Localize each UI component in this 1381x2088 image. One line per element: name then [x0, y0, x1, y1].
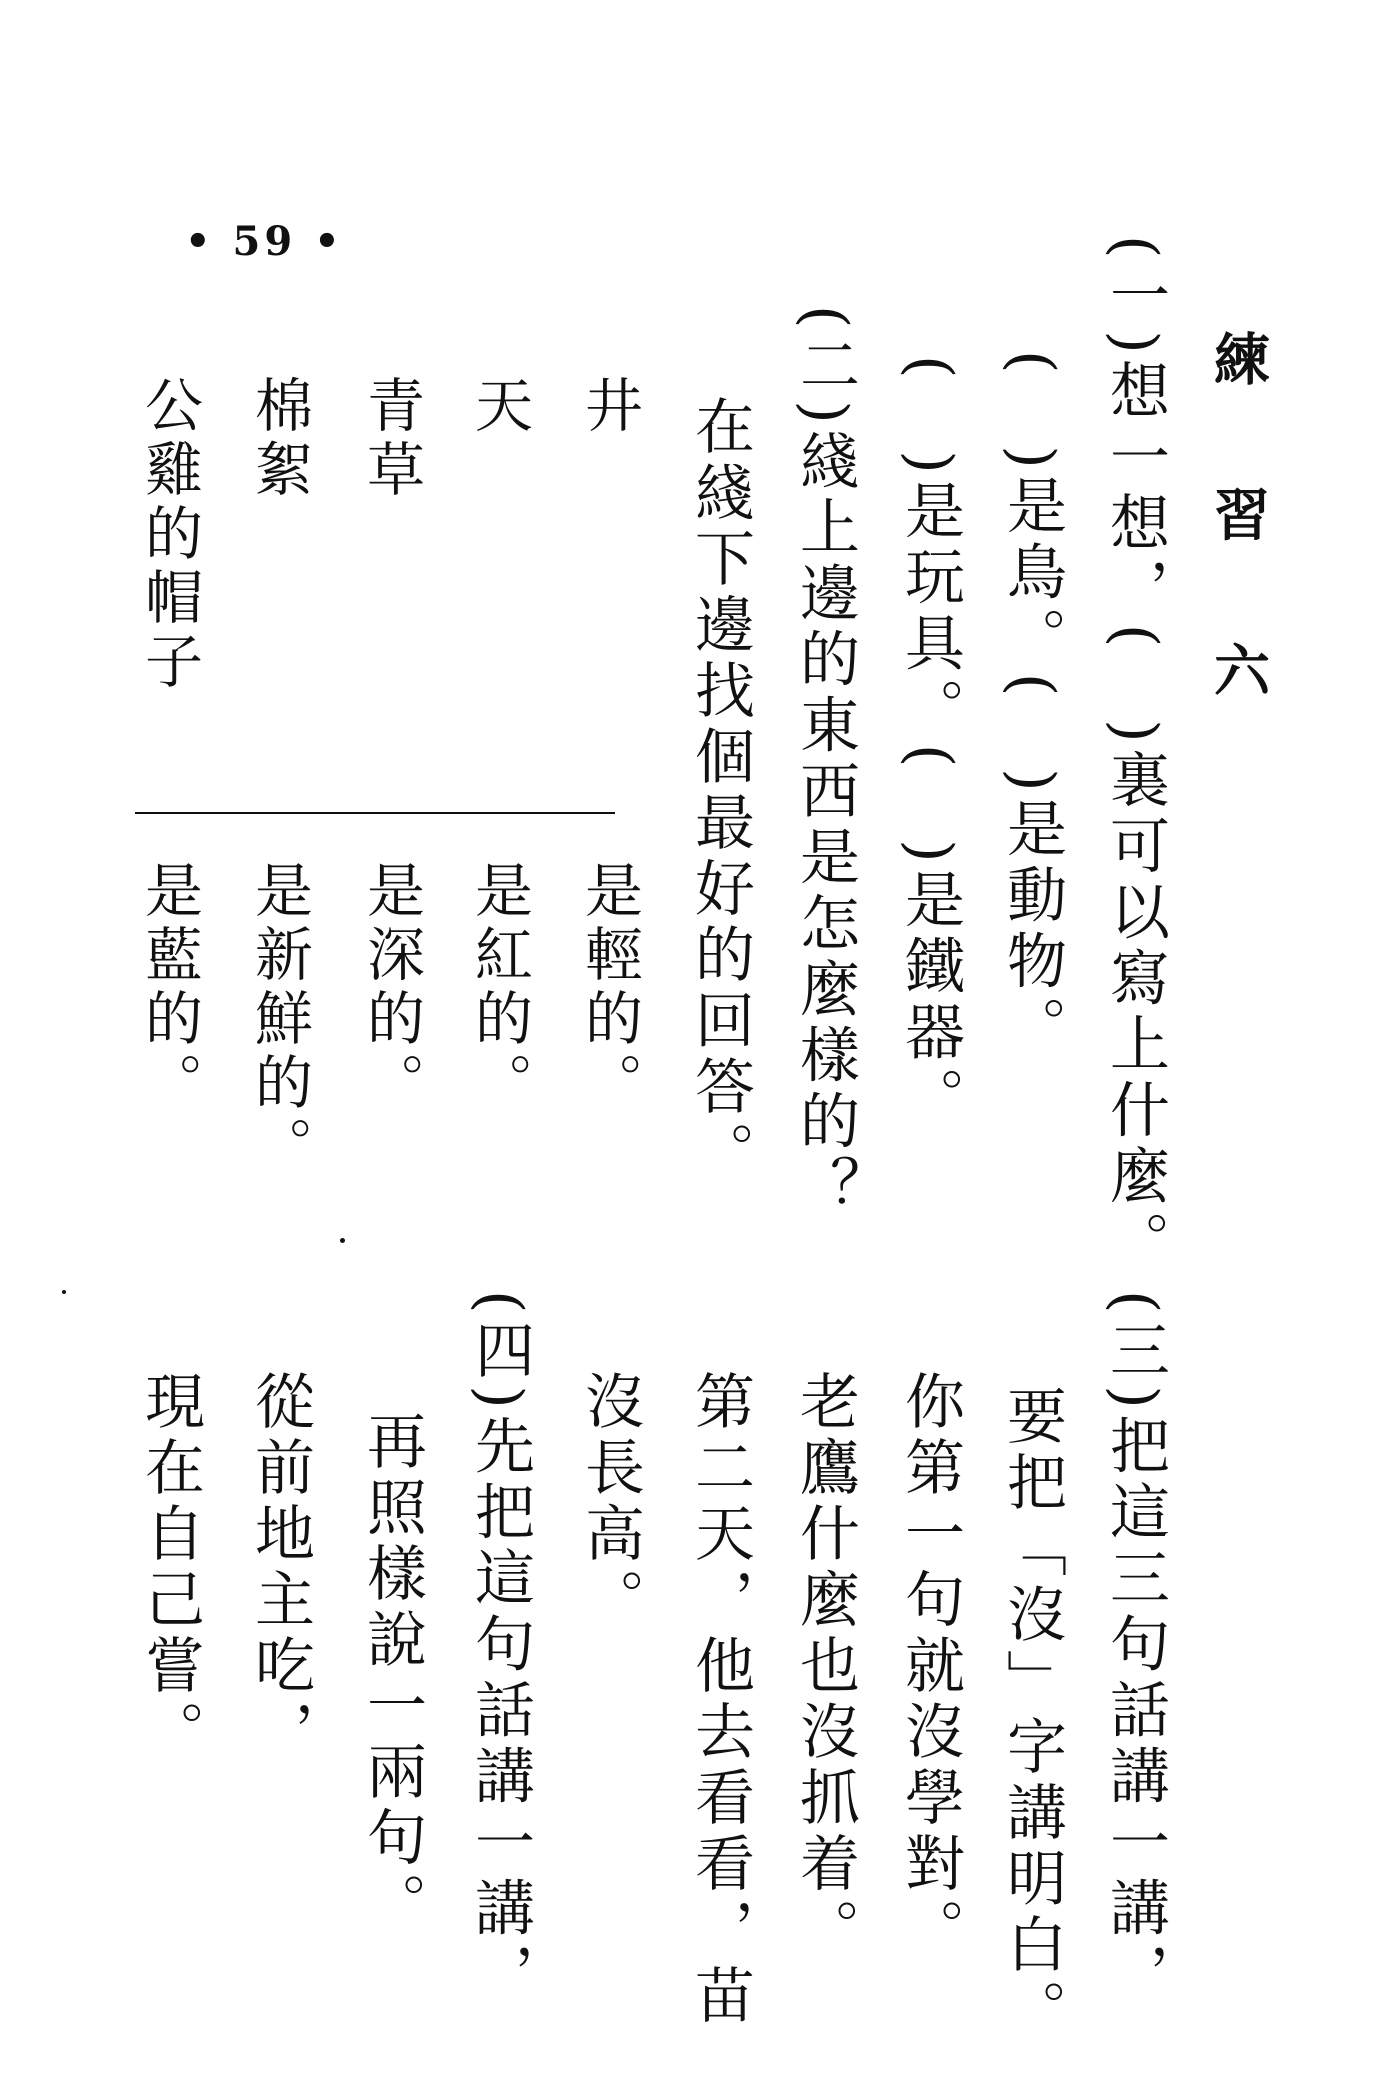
section3-line3: 你第一句就沒學對。: [895, 1370, 965, 1964]
section4-line2: 再照樣說一兩句。: [357, 1410, 427, 1938]
section2-line2: 在綫下邊找個最好的回答。: [685, 395, 755, 1187]
section2-line1: (二)綫上邊的東西是怎麼樣的？: [790, 305, 860, 1222]
page-number: • 59 •: [185, 218, 344, 265]
scan-speck: [62, 1290, 66, 1294]
section3-line2: 要把「沒」字講明白。: [997, 1385, 1067, 2045]
upper-word-1: 井: [575, 375, 643, 439]
section1-line1: (一)想一想，( )裏可以寫上什麼。: [1100, 235, 1170, 1277]
section3-line5: 第二天，他去看看，苗: [685, 1370, 755, 2030]
section1-line3: ( )是玩具。( )是鐵器。: [895, 355, 965, 1133]
lower-answer-5: 是藍的。: [135, 860, 203, 1116]
section4-line3: 從前地主吃，: [245, 1370, 315, 1766]
upper-word-5: 公雞的帽子: [135, 375, 203, 695]
lower-answer-2: 是紅的。: [465, 860, 533, 1116]
section3-line1: (三)把這三句話講一講，: [1100, 1290, 1170, 2009]
lower-answer-1: 是輕的。: [575, 860, 643, 1116]
upper-word-2: 天: [465, 375, 533, 439]
lower-answer-3: 是深的。: [357, 860, 425, 1116]
section1-line2: ( )是鳥。( )是動物。: [997, 350, 1067, 1062]
section4-line4: 現在自己嘗。: [135, 1370, 205, 1766]
divider-rule: [135, 812, 615, 814]
scan-speck: [340, 1238, 345, 1243]
section3-line6: 沒長高。: [575, 1370, 645, 1634]
upper-word-4: 棉絮: [245, 375, 313, 503]
lower-answer-4: 是新鮮的。: [245, 860, 313, 1180]
exercise-title: 練 習 六: [1205, 330, 1271, 737]
upper-word-3: 青草: [357, 375, 425, 503]
section4-line1: (四)先把這句話講一講，: [465, 1290, 535, 2009]
section3-line4: 老鷹什麼也沒抓着。: [790, 1370, 860, 1964]
